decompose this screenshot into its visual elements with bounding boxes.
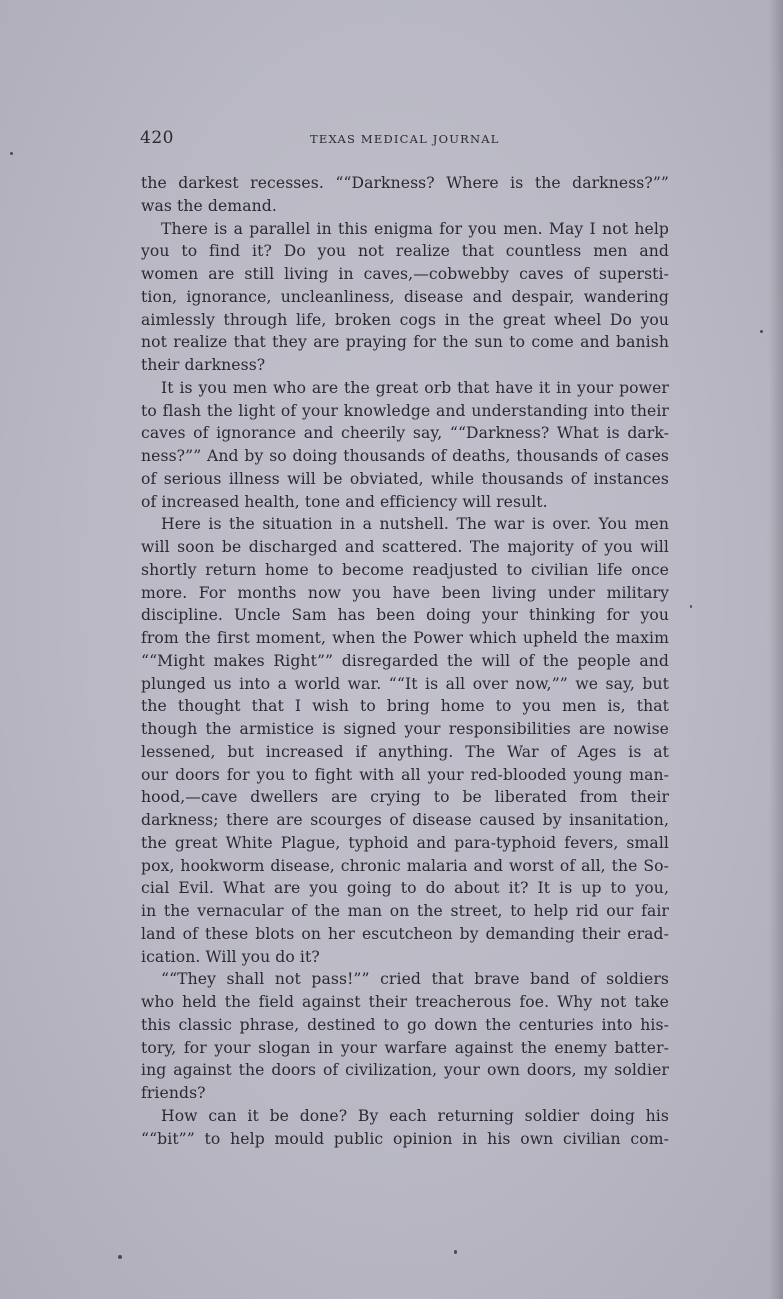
text-line: lessened, but increased if anything. The War of Ages is at bbox=[141, 742, 669, 761]
text-line: was the demand. bbox=[141, 196, 277, 215]
text-line: ““Might makes Right”” disregarded the will of the people and bbox=[141, 651, 669, 670]
scan-speck bbox=[10, 152, 13, 155]
scan-speck bbox=[760, 330, 763, 333]
text-line: the great White Plague, typhoid and para-typhoid fevers, small bbox=[141, 833, 669, 852]
page-edge-shadow bbox=[769, 0, 783, 1299]
text-line: from the first moment, when the Power which upheld the maxim bbox=[141, 629, 669, 647]
scan-speck bbox=[690, 605, 692, 608]
text-line: tion, ignorance, uncleanliness, disease and despair, wandering bbox=[141, 287, 669, 306]
text-line: not realize that they are praying for the sun to come and banish bbox=[141, 333, 669, 352]
text-line: ication. Will you do it? bbox=[141, 947, 320, 966]
text-line: women are still living in caves,—cobwebby caves of supersti- bbox=[141, 265, 669, 283]
text-line: darkness; there are scourges of disease caused by insanitation, bbox=[141, 811, 669, 829]
text-line: tory, for your slogan in your warfare against the enemy batter- bbox=[141, 1038, 669, 1057]
text-line: the thought that I wish to bring home to you men is, that bbox=[141, 697, 669, 716]
text-line: though the armistice is signed your responsibilities are nowise bbox=[141, 720, 669, 738]
text-line: caves of ignorance and cheerily say, ““Darkness? What is dark- bbox=[141, 424, 669, 443]
text-line: more. For months now you have been living under military bbox=[141, 583, 669, 602]
text-line: you to find it? Do you not realize that countless men and bbox=[141, 242, 669, 261]
text-line: who held the field against their treacherous foe. Why not take bbox=[141, 993, 669, 1011]
text-line: ing against the doors of civilization, your own doors, my soldier bbox=[141, 1061, 669, 1080]
article-body bbox=[141, 172, 669, 1150]
text-line: Here is the situation in a nutshell. The war is over. You men bbox=[161, 515, 669, 534]
scan-speck bbox=[118, 1255, 122, 1259]
text-line: plunged us into a world war. ““It is all over now,”” we say, but bbox=[141, 674, 669, 693]
text-line: shortly return home to become readjusted to civilian life once bbox=[141, 560, 669, 579]
text-line: to flash the light of your knowledge and understanding into their bbox=[141, 401, 669, 420]
text-line: their darkness? bbox=[141, 356, 266, 374]
text-line: will soon be discharged and scattered. The majority of you will bbox=[141, 538, 669, 556]
page-number: 420 bbox=[140, 128, 174, 148]
text-line: this classic phrase, destined to go down the centuries into his- bbox=[141, 1015, 669, 1034]
text-line: discipline. Uncle Sam has been doing your thinking for you bbox=[141, 606, 669, 625]
text-line: the darkest recesses. ““Darkness? Where is the darkness?”” bbox=[141, 174, 669, 192]
text-line: ness?”” And by so doing thousands of deaths, thousands of cases bbox=[141, 447, 669, 465]
text-line: of increased health, tone and efficiency will result. bbox=[141, 492, 548, 511]
text-line: our doors for you to fight with all your red-blooded young man- bbox=[141, 765, 669, 784]
text-line: aimlessly through life, broken cogs in the great wheel Do you bbox=[141, 310, 669, 329]
text-line: friends? bbox=[141, 1084, 206, 1102]
text-line: in the vernacular of the man on the street, to help rid our fair bbox=[141, 902, 669, 920]
text-line: It is you men who are the great orb that have it in your power bbox=[161, 378, 669, 397]
running-head: TEXAS MEDICAL JOURNAL bbox=[310, 132, 500, 146]
text-line: How can it be done? By each returning soldier doing his bbox=[161, 1106, 669, 1125]
scan-speck bbox=[454, 1250, 457, 1254]
page-header bbox=[140, 128, 670, 152]
text-line: hood,—cave dwellers are crying to be liberated from their bbox=[141, 788, 669, 807]
text-line: ““They shall not pass!”” cried that brave band of soldiers bbox=[161, 970, 669, 989]
text-line: There is a parallel in this enigma for you men. May I not help bbox=[161, 219, 669, 238]
text-line: cial Evil. What are you going to do about it? It is up to you, bbox=[141, 879, 669, 898]
text-line: pox, hookworm disease, chronic malaria and worst of all, the So- bbox=[141, 856, 669, 875]
text-line: of serious illness will be obviated, while thousands of instances bbox=[141, 469, 669, 488]
text-line: ““bit”” to help mould public opinion in his own civilian com- bbox=[141, 1129, 669, 1148]
text-line: land of these blots on her escutcheon by demanding their erad- bbox=[141, 924, 669, 943]
